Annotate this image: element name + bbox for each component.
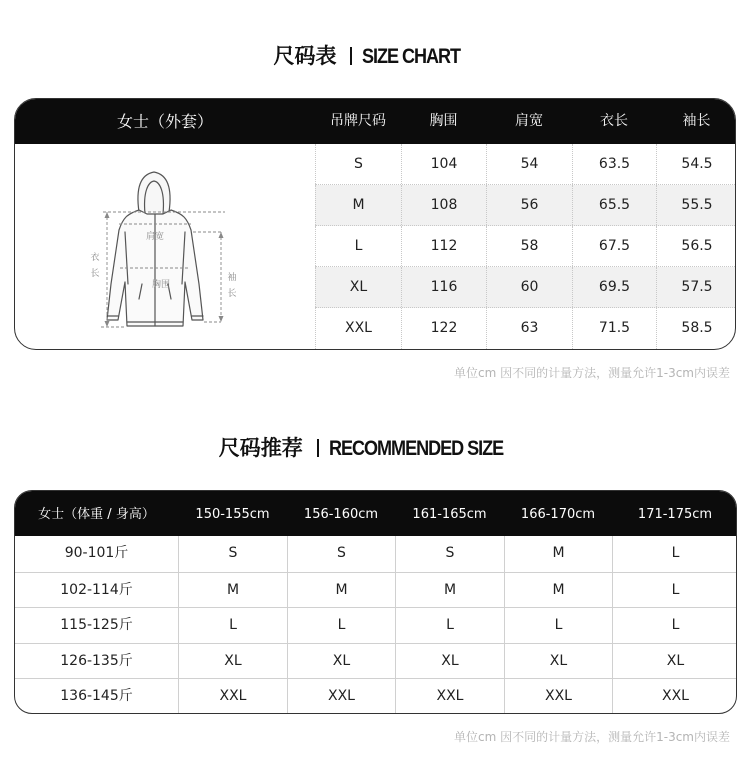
- shoulder-label: 肩宽: [145, 232, 165, 242]
- table-row: [15, 536, 736, 572]
- chest-cell: 116: [401, 267, 486, 307]
- height-header: 150-155cm: [195, 507, 270, 522]
- weight-cell: 115-125斤: [60, 617, 133, 633]
- size-cell: L: [287, 608, 395, 643]
- sleeve-cell: 58.5: [656, 308, 736, 349]
- table-row: [15, 572, 736, 608]
- weight-height-header: 女士（体重 / 身高）: [38, 507, 155, 522]
- size-cell: XL: [504, 644, 612, 679]
- size-cell: L: [395, 608, 504, 643]
- length-cell: 69.5: [572, 267, 656, 307]
- table-row: [315, 144, 736, 185]
- recommended-size-title: [0, 432, 750, 462]
- shoulder-cell: 60: [486, 267, 572, 307]
- table-row: [315, 308, 736, 349]
- table-row: [15, 678, 736, 714]
- column-header: 袖长: [682, 113, 711, 129]
- size-cell: XL: [612, 644, 737, 679]
- size-cell: XXL: [287, 679, 395, 714]
- size-cell: XXL: [178, 679, 287, 714]
- size-cell: XXL: [395, 679, 504, 714]
- sleeve-cell: 56.5: [656, 226, 736, 266]
- size-cell: L: [178, 608, 287, 643]
- size-cell: S: [395, 536, 504, 572]
- size-chart-rows: [315, 144, 736, 349]
- size-cell: L: [612, 608, 737, 643]
- size-cell: L: [315, 226, 401, 266]
- length-label-1: 衣: [90, 253, 100, 263]
- chest-label: 胸围: [151, 280, 171, 290]
- column-header: 衣长: [600, 113, 628, 129]
- size-cell: M: [504, 573, 612, 608]
- chest-cell: 108: [401, 185, 486, 225]
- title-divider: [350, 47, 352, 65]
- measurement-note: 单位cm 因不同的计量方法，测量允许1-3cm内误差: [454, 730, 730, 744]
- recommended-title-zh: 尺码推荐: [218, 436, 303, 460]
- size-cell: XL: [315, 267, 401, 307]
- length-cell: 65.5: [572, 185, 656, 225]
- sleeve-label-1: 袖: [227, 273, 237, 283]
- shoulder-cell: 58: [486, 226, 572, 266]
- size-cell: M: [395, 573, 504, 608]
- chest-cell: 112: [401, 226, 486, 266]
- height-header: 161-165cm: [412, 507, 487, 522]
- size-chart-table: [14, 98, 736, 350]
- sleeve-cell: 54.5: [656, 144, 736, 184]
- weight-cell: 136-145斤: [60, 688, 133, 704]
- table-row: [315, 226, 736, 267]
- table-row: [315, 185, 736, 226]
- sleeve-cell: 57.5: [656, 267, 736, 307]
- height-header: 171-175cm: [637, 507, 713, 522]
- table-row: [15, 643, 736, 679]
- size-cell: XL: [395, 644, 504, 679]
- shoulder-cell: 63: [486, 308, 572, 349]
- length-label-2: 长: [90, 269, 100, 279]
- size-cell: L: [504, 608, 612, 643]
- size-cell: L: [612, 536, 737, 572]
- length-cell: 63.5: [572, 144, 656, 184]
- table-row: [315, 267, 736, 308]
- column-header: 胸围: [429, 113, 458, 129]
- column-header: 肩宽: [515, 113, 543, 129]
- size-cell: S: [315, 144, 401, 184]
- shoulder-cell: 56: [486, 185, 572, 225]
- size-cell: XL: [178, 644, 287, 679]
- recommended-size-table: [14, 490, 737, 714]
- sleeve-label-2: 长: [227, 289, 237, 299]
- height-header: 156-160cm: [303, 507, 379, 522]
- size-cell: XXL: [612, 679, 737, 714]
- recommended-title-en: RECOMMENDED SIZE: [328, 437, 503, 460]
- weight-cell: 126-135斤: [60, 652, 133, 669]
- size-cell: S: [287, 536, 395, 572]
- size-chart-title-en: SIZE CHART: [362, 45, 461, 68]
- size-cell: M: [315, 185, 401, 225]
- product-name: 女士（外套）: [116, 112, 213, 131]
- title-divider: [317, 439, 319, 457]
- table-row: [15, 607, 736, 643]
- length-cell: 67.5: [572, 226, 656, 266]
- chest-cell: 122: [401, 308, 486, 349]
- size-chart-title-zh: 尺码表: [273, 44, 337, 68]
- jacket-illustration: [15, 144, 315, 349]
- size-cell: XL: [287, 644, 395, 679]
- chest-cell: 104: [401, 144, 486, 184]
- shoulder-cell: 54: [486, 144, 572, 184]
- size-cell: XXL: [315, 308, 401, 349]
- weight-cell: 90-101斤: [64, 545, 129, 561]
- height-header: 166-170cm: [520, 507, 596, 522]
- measurement-note: 单位cm 因不同的计量方法，测量允许1-3cm内误差: [454, 366, 730, 380]
- size-cell: XXL: [504, 679, 612, 714]
- size-cell: M: [287, 573, 395, 608]
- size-cell: L: [612, 573, 737, 608]
- column-header: 吊牌尺码: [330, 113, 386, 129]
- sleeve-cell: 55.5: [656, 185, 736, 225]
- size-cell: M: [178, 573, 287, 608]
- size-cell: M: [504, 536, 612, 572]
- weight-cell: 102-114斤: [60, 581, 133, 598]
- size-chart-header: [15, 99, 735, 144]
- recommended-header: [15, 491, 736, 536]
- size-cell: S: [178, 536, 287, 572]
- length-cell: 71.5: [572, 308, 656, 349]
- size-chart-title: [0, 40, 750, 70]
